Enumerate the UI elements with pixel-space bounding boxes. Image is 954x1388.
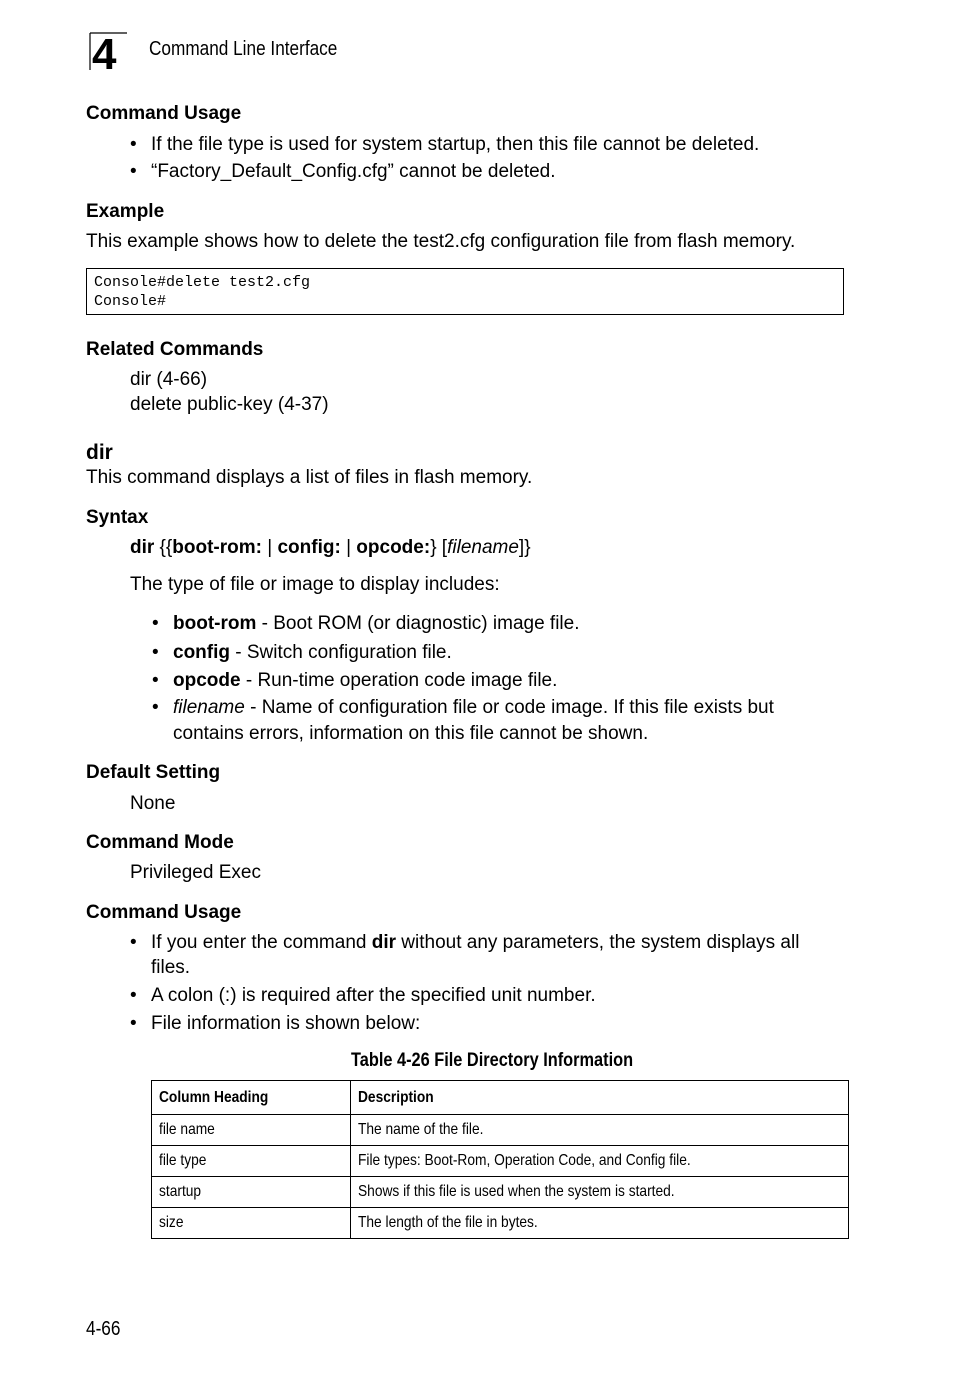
- table-cell: The name of the file.: [351, 1115, 849, 1146]
- bullet: •: [130, 134, 137, 155]
- usage-item: “Factory_Default_Config.cfg” cannot be deleted.: [151, 161, 556, 182]
- bullet: •: [130, 932, 137, 953]
- usage-item: A colon (:) is required after the specified unit number.: [151, 985, 596, 1006]
- code-line: Console#delete test2.cfg: [94, 274, 311, 291]
- table-cell: The length of the file in bytes.: [351, 1208, 849, 1239]
- usage-item: If the file type is used for system startup, then this file cannot be deleted.: [151, 134, 760, 155]
- table-caption: Table 4-26 File Directory Information: [351, 1050, 634, 1071]
- table-row: [152, 1177, 849, 1208]
- table-cell: Shows if this file is used when the system is started.: [351, 1177, 849, 1208]
- table-row: [152, 1115, 849, 1146]
- example-text: This example shows how to delete the test2.cfg configuration file from flash memory.: [86, 231, 796, 252]
- table-cell: file type: [152, 1146, 351, 1177]
- table-header-row: [152, 1081, 849, 1115]
- table-cell: File types: Boot-Rom, Operation Code, and Config file.: [351, 1146, 849, 1177]
- syntax-line: dir {{boot-rom: | config: | opcode:} [filename]}: [130, 537, 531, 558]
- bullet: •: [152, 613, 159, 634]
- syntax-cmd: dir: [130, 537, 155, 558]
- code-line: Console#: [94, 293, 167, 310]
- chapter-number-badge: [89, 32, 127, 70]
- command-mode-heading: Command Mode: [86, 832, 234, 853]
- bullet: •: [152, 670, 159, 691]
- file-directory-table: [151, 1080, 849, 1239]
- command-usage-heading: Command Usage: [86, 103, 242, 124]
- related-command-link[interactable]: delete public-key (4-37): [130, 394, 329, 415]
- bullet: •: [152, 697, 159, 718]
- table-row: [152, 1146, 849, 1177]
- bullet: •: [130, 985, 137, 1006]
- command-mode-value: Privileged Exec: [130, 862, 261, 883]
- command-title: dir: [86, 441, 113, 464]
- default-setting-heading: Default Setting: [86, 762, 221, 783]
- example-heading: Example: [86, 201, 165, 222]
- bullet: •: [152, 642, 159, 663]
- usage-item: File information is shown below:: [151, 1013, 421, 1034]
- type-item: opcode - Run-time operation code image file.: [173, 670, 558, 691]
- default-setting-value: None: [130, 793, 176, 814]
- types-intro: The type of file or image to display includes:: [130, 574, 500, 595]
- chapter-number: 4: [92, 32, 117, 72]
- usage-item-continuation: files.: [151, 957, 191, 978]
- bullet: •: [130, 161, 137, 182]
- chapter-title: Command Line Interface: [149, 38, 338, 60]
- column-header: Description: [351, 1081, 849, 1115]
- page-number: 4-66: [86, 1318, 121, 1340]
- code-block: [86, 268, 844, 315]
- type-item: boot-rom - Boot ROM (or diagnostic) image file.: [173, 613, 580, 634]
- table-cell: file name: [152, 1115, 351, 1146]
- bullet: •: [130, 1013, 137, 1034]
- related-commands-heading: Related Commands: [86, 339, 264, 360]
- type-item: config - Switch configuration file.: [173, 642, 452, 663]
- command-usage-heading: Command Usage: [86, 902, 242, 923]
- table-cell: size: [152, 1208, 351, 1239]
- table-cell: startup: [152, 1177, 351, 1208]
- column-header: Column Heading: [152, 1081, 351, 1115]
- syntax-heading: Syntax: [86, 507, 149, 528]
- type-item: filename - Name of configuration file or code image. If this file exists but: [173, 697, 774, 718]
- related-command-link[interactable]: dir (4-66): [130, 369, 208, 390]
- table-row: [152, 1208, 849, 1239]
- usage-item: If you enter the command dir without any parameters, the system displays all: [151, 932, 800, 953]
- command-description: This command displays a list of files in flash memory.: [86, 467, 533, 488]
- type-item-continuation: contains errors, information on this file cannot be shown.: [173, 723, 649, 744]
